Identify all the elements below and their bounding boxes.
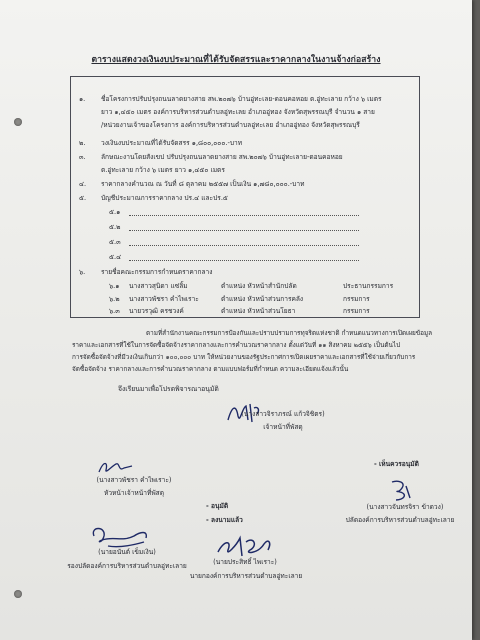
document-title: ตารางแสดงวงเงินงบประมาณที่ได้รับจัดสรรและราคากลางในงานจ้างก่อสร้าง: [91, 55, 381, 65]
committee-role: กรรมการ: [343, 295, 370, 303]
item-number: ๕.: [79, 194, 87, 202]
blank-line: [129, 245, 359, 246]
item-number: ๔.: [79, 180, 87, 188]
deputy-name: (นางสาวจันทรจิรา ข้าดวง): [366, 503, 444, 511]
request-line: จึงเรียนมาเพื่อโปรดพิจารณาอนุมัติ: [118, 385, 219, 393]
committee-role: กรรมการ: [343, 307, 370, 315]
chief-name: (นายประสิทธิ์ ไพเราะ): [213, 558, 277, 566]
approve-recommendation: - เห็นควรอนุมัติ: [374, 460, 419, 468]
finance-position: หัวหน้าเจ้าหน้าที่พัสดุ: [104, 489, 164, 497]
info-table: [70, 76, 420, 318]
blank-line: [129, 230, 359, 231]
signed-mark: - ลงนามแล้ว: [206, 516, 243, 524]
approved-mark: - อนุมัติ: [206, 502, 229, 510]
budget-allocated: วงเงินงบประมาณที่ได้รับจัดสรร ๑,๘๐๐,๐๐๐.-บาท: [101, 139, 243, 147]
binder-hole: [14, 118, 22, 126]
finance-name: (นางสาวพัชรา คำไพเราะ): [96, 476, 172, 484]
median-price: ราคากลางคำนวณ ณ วันที่ ๘ ตุลาคม ๒๕๕๗ เป็นเงิน ๑,๗๘๐,๐๐๐.-บาท: [101, 180, 305, 188]
item-number: ๓.: [79, 153, 86, 161]
committee-heading: รายชื่อคณะกรรมการกำหนดราคากลาง: [101, 268, 213, 276]
vice-position: รองปลัดองค์การบริหารส่วนตำบลอู่ทะเลาย: [67, 562, 187, 570]
signature-finance: [96, 456, 136, 478]
memo-paragraph-line: การจัดซื้อจัดจ้างที่มีวงเงินเกินกว่า ๑๐๐,๐๐๐ บาท ให้หน่วยงานของรัฐประกาศการเปิดเผยราคาและเอกสารที่ใช้จ่ายเกี่ยวกับการ: [72, 353, 416, 361]
committee-position: ตำแหน่ง หัวหน้าส่วนโยธา: [221, 307, 296, 315]
binder-hole: [14, 590, 22, 598]
committee-no: ๖.๒: [109, 295, 120, 303]
project-name-line1: ชื่อโครงการปรับปรุงถนนลาดยางสาย สพ.๒๐๗๖ บ้านอู่ทะเลย-ดอนคอหอย ต.อู่ทะเลาย กว้าง ๖ เมตร: [101, 95, 382, 103]
estimate-sub-item: ๕.๔: [109, 253, 122, 261]
deputy-position: ปลัดองค์การบริหารส่วนตำบลอู่ทะเลาย: [345, 516, 455, 524]
vice-name: (นายอนันต์ เข็มเงิน): [98, 548, 156, 556]
committee-name: นายวรวุฒิ ครชวงค์: [129, 307, 184, 315]
committee-position: ตำแหน่ง หัวหน้าส่วนการคลัง: [221, 295, 304, 303]
committee-no: ๖.๓: [109, 307, 120, 315]
estimate-sub-item: ๕.๑: [109, 208, 121, 216]
project-name-line2: ยาว ๑,๔๕๐ เมตร องค์การบริหารส่วนตำบลอู่ทะเลย อำเภออู่ทอง จังหวัดสุพรรณบุรี จำนวน ๑ สาย: [101, 108, 375, 116]
item-number: ๑.: [79, 95, 86, 103]
item-number: ๒.: [79, 139, 86, 147]
committee-name: นางสาวสุนิดา แซ่ลิ้ม: [129, 282, 188, 290]
committee-role: ประธานกรรมการ: [343, 282, 394, 290]
officer-position: เจ้าหน้าที่พัสดุ: [263, 423, 303, 431]
committee-no: ๖.๑: [109, 282, 120, 290]
work-description-line2: ต.อู่ทะเลาย กว้าง ๖ เมตร ยาว ๑,๔๕๐ เมตร: [101, 166, 225, 174]
item-number: ๖.: [79, 268, 86, 276]
estimate-sub-item: ๕.๓: [109, 238, 121, 246]
signature-deputy: [388, 478, 414, 504]
project-name-line3: /หน่วยงานเจ้าของโครงการ องค์การบริหารส่วนตำบลอู่ทะเลย อำเภออู่ทอง จังหวัดสุพรรณบุรี: [101, 121, 360, 129]
memo-paragraph-line: ราคาและเอกสารที่ใช้ในการจัดซื้อจัดจ้างราคากลางและการคำนวณราคากลาง ตั้งแต่วันที่ ๑๑ สิงหาคม ๒๕๕๖ เป็นต้นไป: [72, 341, 401, 349]
committee-name: นางสาวพัชรา คำไพเราะ: [129, 295, 199, 303]
work-description-line1: ลักษณะงานโดยสังเขป ปรับปรุงถนนลาดยางสาย สพ.๒๐๗๖ บ้านอู่ทะเลาย-ดอนคอหอย: [101, 153, 343, 161]
blank-line: [129, 215, 359, 216]
estimate-sub-item: ๕.๒: [109, 223, 121, 231]
chief-position: นายกองค์การบริหารส่วนตำบลอู่ทะเลาย: [189, 572, 303, 580]
estimate-list-heading: บัญชีประมาณการราคากลาง ปร.๔ และปร.๕: [101, 194, 228, 202]
memo-paragraph-line: จัดซื้อจัดจ้าง ราคากลางและการคำนวณราคากลาง ตามแบบฟอร์มที่กำหนด ความละเอียดแจ้งแล้วนั้น: [72, 365, 349, 373]
committee-position: ตำแหน่ง หัวหน้าสำนักปลัด: [221, 282, 297, 290]
officer-name: (นางสาวจิราภรณ์ แก้วจิชิตร): [241, 410, 325, 418]
memo-paragraph-line: ตามที่สำนักงานคณะกรรมการป้องกันและปราบปรามการทุจริตแห่งชาติ กำหนดแนวทางการเปิดเผยข้อมูล: [146, 329, 433, 337]
blank-line: [129, 260, 359, 261]
